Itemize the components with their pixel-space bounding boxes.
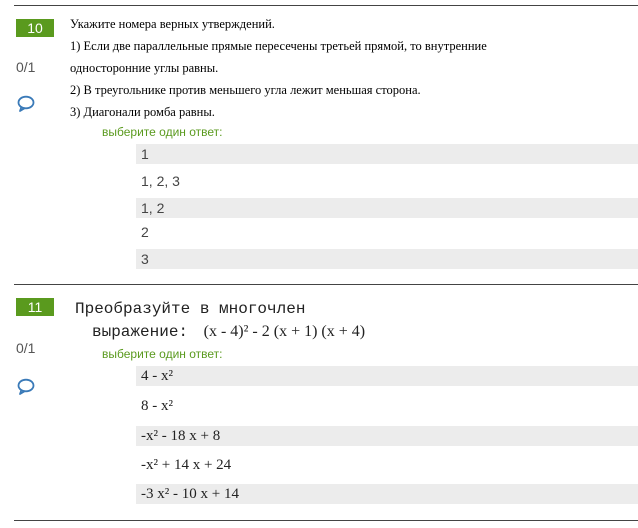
question-text-line: односторонние углы равны.	[70, 61, 219, 75]
answer-option[interactable]: 1	[136, 144, 638, 164]
bottom-divider	[14, 520, 638, 521]
question-text-line: Преобразуйте в многочлен	[75, 300, 306, 318]
answer-prompt: выберите один ответ:	[102, 125, 223, 139]
question-divider	[14, 284, 638, 285]
question-text-line: 3) Диагонали ромба равны.	[70, 105, 215, 119]
question-text-label: выражение:	[92, 323, 189, 341]
answer-option[interactable]: 1, 2, 3	[141, 173, 180, 189]
question-number-badge: 10	[16, 19, 54, 37]
question-score: 0/1	[16, 59, 36, 75]
math-expression: (x - 4)² - 2 (x + 1) (x + 4)	[203, 323, 366, 340]
answer-option[interactable]: 1, 2	[136, 198, 638, 218]
answer-option[interactable]: -x² + 14 x + 24	[141, 457, 232, 473]
question-text-line: 2) В треугольнике против меньшего угла лежит меньшая сторона.	[70, 83, 421, 97]
comment-icon[interactable]	[16, 94, 36, 114]
question-score: 0/1	[16, 340, 36, 356]
answer-option[interactable]: -3 x² - 10 x + 14	[136, 484, 638, 504]
answer-option[interactable]: 3	[136, 249, 638, 269]
comment-icon[interactable]	[16, 377, 36, 397]
question-text-line: 1) Если две параллельные прямые пересечены третьей прямой, то внутренние	[70, 39, 487, 53]
answer-option[interactable]: 2	[141, 224, 149, 240]
top-divider	[14, 5, 638, 6]
answer-option[interactable]: 8 - x²	[141, 398, 173, 414]
answer-option[interactable]: -x² - 18 x + 8	[136, 426, 638, 446]
answer-option[interactable]: 4 - x²	[136, 366, 638, 386]
question-number-badge: 11	[16, 298, 54, 316]
question-text-line: Укажите номера верных утверждений.	[70, 17, 275, 31]
answer-prompt: выберите один ответ:	[102, 347, 223, 361]
question-text-line	[92, 323, 365, 341]
